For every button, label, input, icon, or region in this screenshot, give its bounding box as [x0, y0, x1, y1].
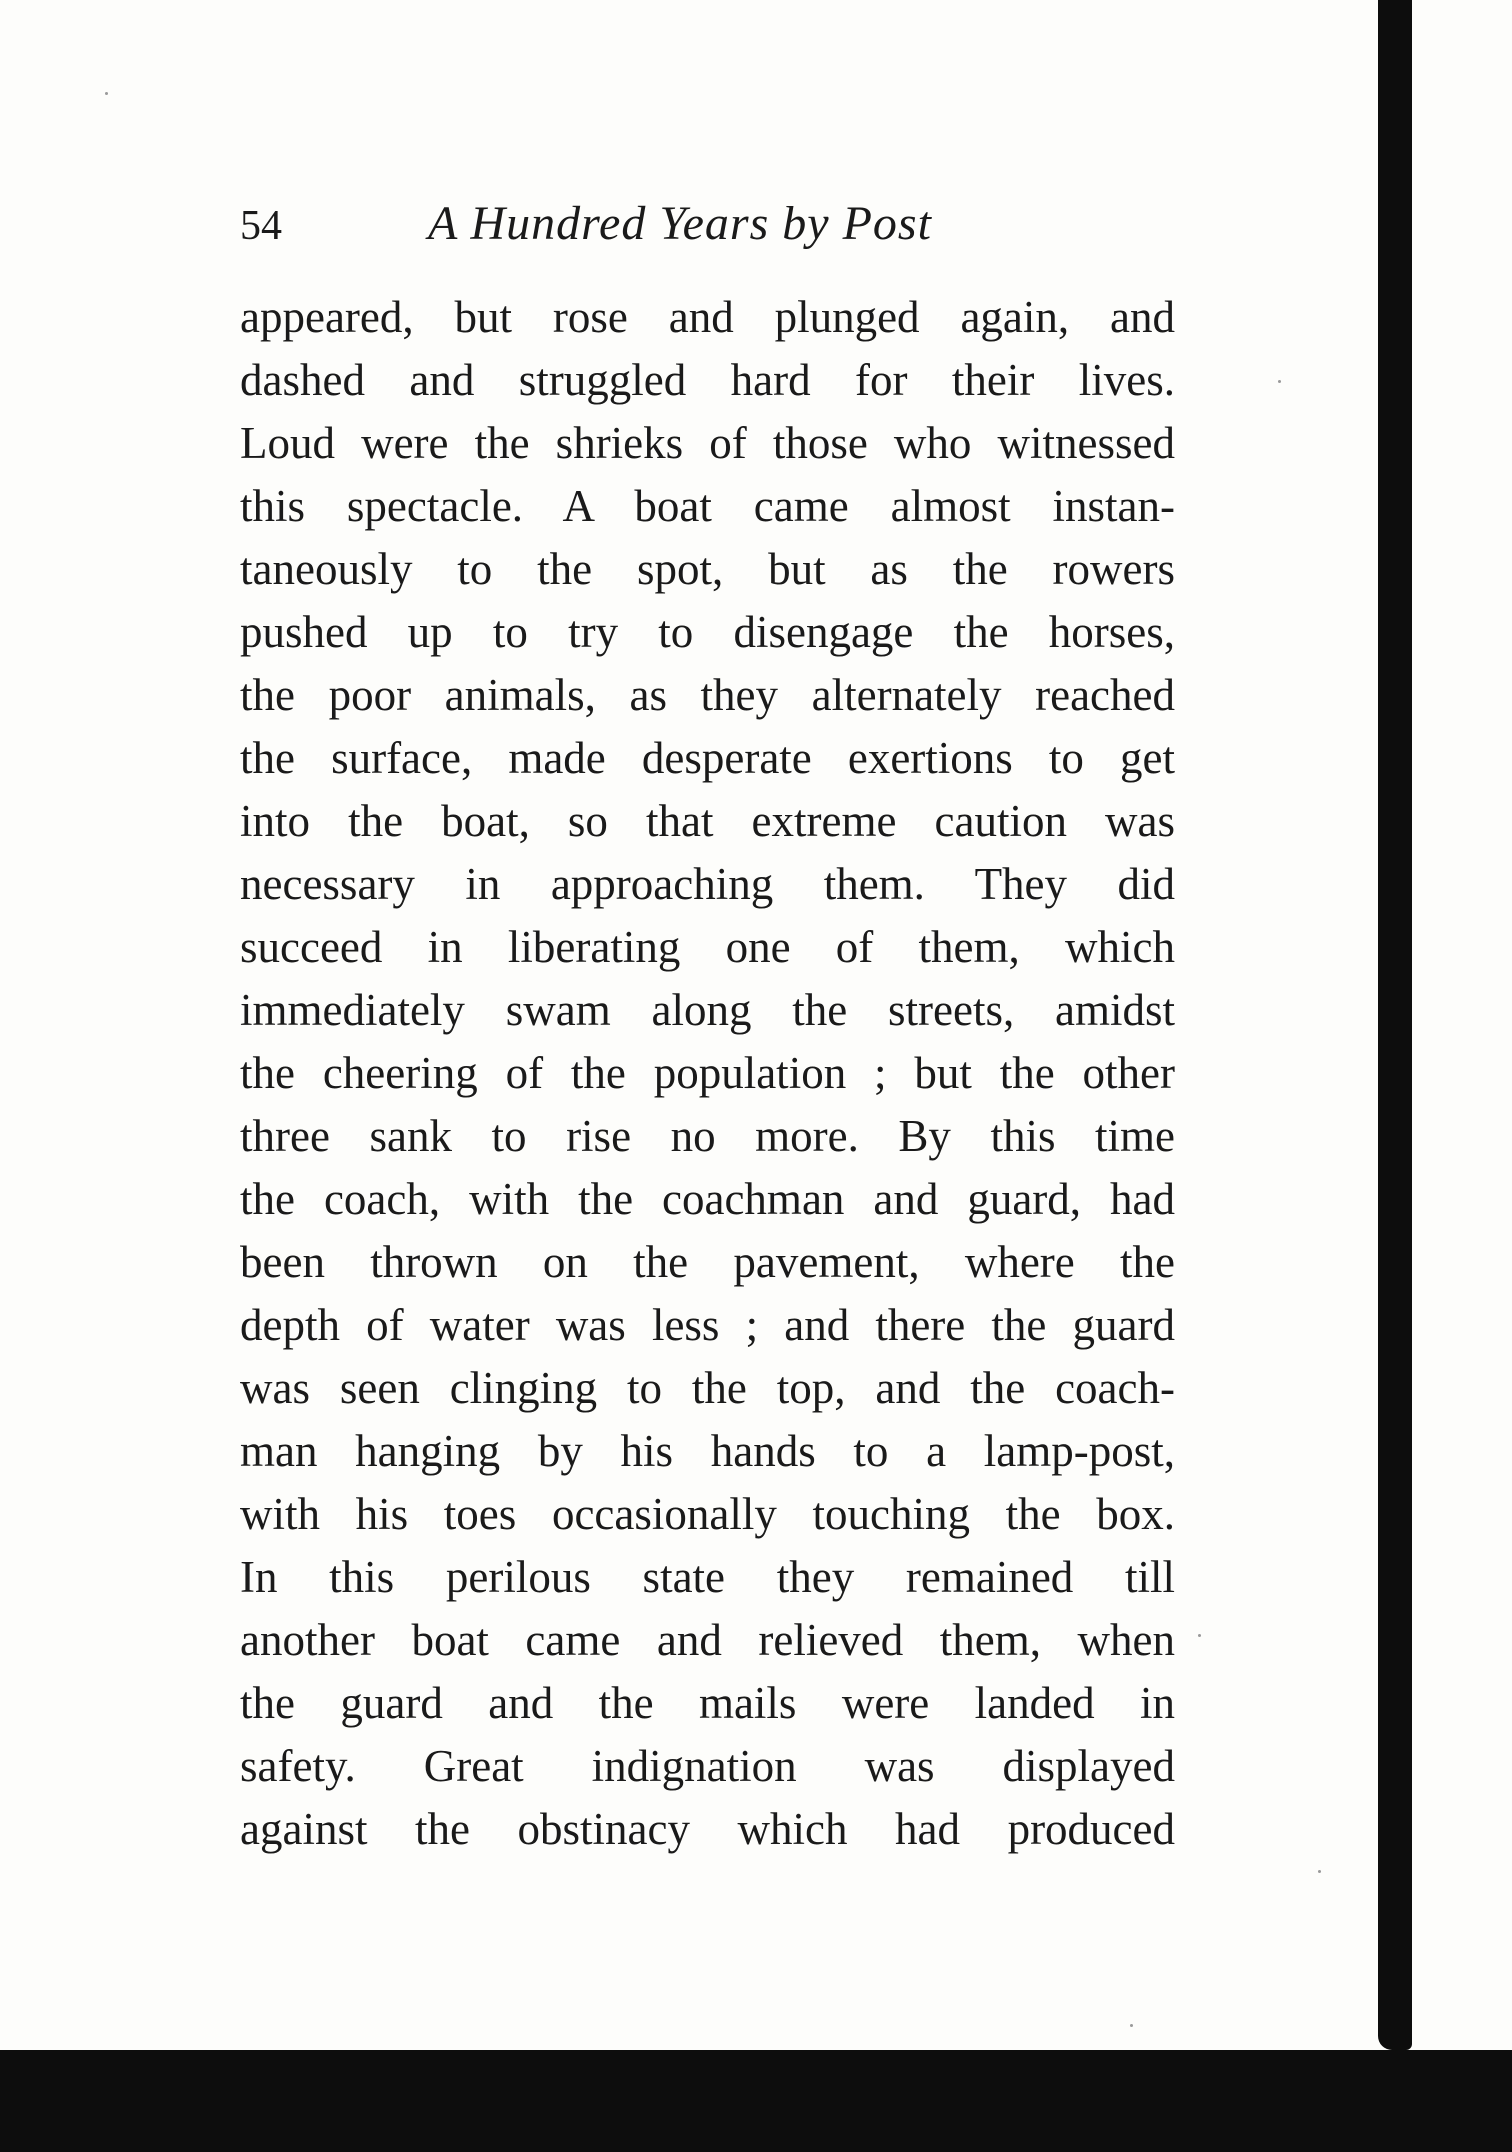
text-line: man hanging by his hands to a lamp-post,	[240, 1426, 1175, 1476]
running-title: A Hundred Years by Post	[428, 197, 932, 250]
text-line: was seen clinging to the top, and the coach-	[240, 1363, 1175, 1413]
text-line: immediately swam along the streets, amidst	[240, 985, 1175, 1035]
text-line: with his toes occasionally touching the box.	[240, 1489, 1175, 1539]
text-line: been thrown on the pavement, where the	[240, 1237, 1175, 1287]
page-header	[240, 196, 1180, 266]
text-line: appeared, but rose and plunged again, and	[240, 292, 1175, 342]
text-line: against the obstinacy which had produced	[240, 1804, 1175, 1854]
text-line: depth of water was less ; and there the guard	[240, 1300, 1175, 1350]
scan-speck	[1278, 380, 1281, 383]
text-line: another boat came and relieved them, when	[240, 1615, 1175, 1665]
text-line: the surface, made desperate exertions to get	[240, 733, 1175, 783]
page-bottom-shadow	[0, 2050, 1512, 2152]
text-line: pushed up to try to disengage the horses,	[240, 607, 1175, 657]
text-line: the guard and the mails were landed in	[240, 1678, 1175, 1728]
scan-speck	[105, 92, 108, 95]
page-right-shadow	[1378, 0, 1412, 2050]
page-number: 54	[240, 203, 282, 249]
text-line: necessary in approaching them. They did	[240, 859, 1175, 909]
text-line: safety. Great indignation was displayed	[240, 1741, 1175, 1791]
text-line: the coach, with the coachman and guard, had	[240, 1174, 1175, 1224]
text-line: the cheering of the population ; but the other	[240, 1048, 1175, 1098]
scan-speck	[1318, 1870, 1321, 1873]
scan-speck	[1198, 1634, 1201, 1637]
text-line: three sank to rise no more. By this time	[240, 1111, 1175, 1161]
text-line: taneously to the spot, but as the rowers	[240, 544, 1175, 594]
text-line: Loud were the shrieks of those who witnessed	[240, 418, 1175, 468]
scan-speck	[1130, 2024, 1133, 2027]
text-line: succeed in liberating one of them, which	[240, 922, 1175, 972]
text-line: dashed and struggled hard for their lives.	[240, 355, 1175, 405]
text-line: this spectacle. A boat came almost instan-	[240, 481, 1175, 531]
text-line: In this perilous state they remained till	[240, 1552, 1175, 1602]
body-text	[240, 286, 1175, 1861]
text-line: into the boat, so that extreme caution was	[240, 796, 1175, 846]
text-line: the poor animals, as they alternately reached	[240, 670, 1175, 720]
